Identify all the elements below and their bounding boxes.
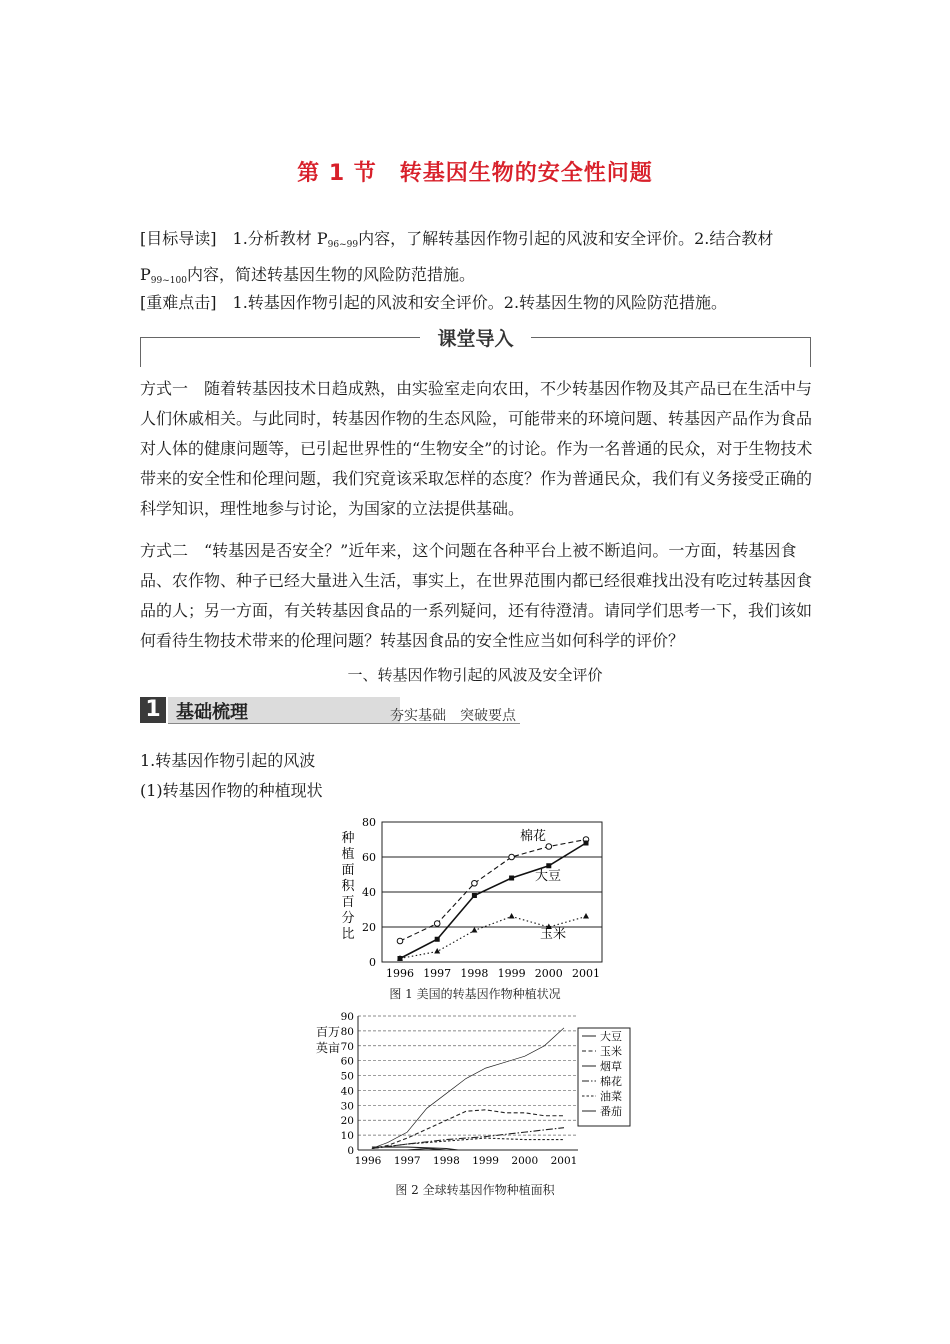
item-1-1-text: (1)转基因作物的种植现状 [140,781,323,800]
x-tick-label: 2000 [534,967,563,980]
goals-text: P [140,265,151,284]
data-point [435,937,440,942]
y-tick-label: 20 [362,921,376,934]
y-tick-label: 0 [369,956,376,969]
series-line-玉米 [372,1110,564,1149]
keypoints-paragraph [140,288,820,318]
x-tick-label: 1996 [354,1155,382,1167]
legend-label: 玉米 [600,1045,622,1058]
data-point [546,863,551,868]
us-gm-crop-chart [330,810,620,985]
y-tick-label: 60 [362,851,376,864]
x-tick-label: 1999 [497,967,526,980]
keypoints-text: 1.转基因作物引起的风波和安全评价。2.转基因生物的风险防范措施。 [232,293,728,312]
legend-label: 油菜 [600,1090,622,1103]
data-point [434,921,440,927]
y-axis-label: 百万英亩 [316,1025,341,1055]
goals-subscript: 96~99 [327,240,359,250]
y-tick-label: 60 [340,1055,354,1068]
intro-method-1 [140,374,820,524]
x-tick-label: 2000 [511,1155,539,1167]
data-point [509,913,515,919]
item-1 [140,746,820,806]
chart1-caption: 图 1 美国的转基因作物种植状况 [389,987,561,1001]
y-tick-label: 50 [340,1070,354,1083]
x-tick-label: 1996 [386,967,414,980]
data-point [472,893,477,898]
y-tick-label: 40 [362,886,376,899]
y-tick-label: 90 [340,1011,354,1023]
global-gm-crop-chart [310,1008,640,1173]
data-point [397,938,403,944]
x-tick-label: 2001 [550,1155,578,1167]
y-tick-label: 0 [347,1145,354,1157]
y-tick-label: 80 [362,816,376,829]
goals-label: [目标导读] [140,229,217,248]
section-heading: 一、转基因作物引起的风波及安全评价 [347,666,603,684]
intro-method-1-text: 方式一 随着转基因技术日趋成熟，由实验室走向农田，不少转基因作物及其产品已在生活中与人们休戚相关。与此同时，转基因作物的生态风险，可能带来的环境问题、转基因产品作为食品对人体的健康问题等，已引起世界性的“生物安全”的讨论。作为一名普通的民众，对于生物技术带来的安全性和伦理问题，我们究竟该采取怎样的态度？作为普通民众，我们有义务接受正确的科学知识，理性地参与讨论，为国家的立法提供基础。 [140,379,813,518]
page-title: 第 1 节 转基因生物的安全性问题 [297,161,653,186]
y-tick-label: 20 [340,1115,354,1128]
y-tick-label: 30 [340,1100,354,1113]
legend-label: 烟草 [600,1060,622,1073]
x-tick-label: 1997 [393,1155,421,1167]
goals-subscript: 99~100 [150,276,187,286]
item-1-text: 1.转基因作物引起的风波 [140,751,316,770]
x-tick-label: 1998 [433,1155,460,1167]
series-label: 大豆 [535,869,562,884]
legend-label: 番茄 [600,1105,622,1118]
chart2-caption: 图 2 全球转基因作物种植面积 [395,1183,555,1197]
banner-text: 课堂导入 [437,328,514,350]
y-tick-label: 80 [340,1025,354,1038]
y-tick-label: 70 [340,1040,354,1053]
classroom-intro-banner [140,322,811,370]
y-tick-label: 10 [340,1130,354,1143]
goals-text: 内容，简述转基因生物的风险防范措施。 [186,265,475,284]
series-label: 玉米 [540,927,567,942]
goals-text: 内容，了解转基因作物引起的风波和安全评价。2.结合教材 [358,229,774,248]
basic-review-header [140,697,520,727]
data-point [471,927,477,933]
intro-method-2 [140,536,820,656]
keypoints-label: [重难点击] [140,293,217,312]
header-tagline: 夯实基础 突破要点 [390,708,516,724]
x-tick-label: 1998 [460,967,489,980]
y-tick-label: 40 [340,1085,354,1098]
goals-paragraph [140,224,820,296]
goals-text: 1.分析教材 P [232,229,328,248]
section-number-badge: 1 [140,697,166,723]
data-point [584,841,589,846]
legend-label: 棉花 [600,1075,622,1088]
data-point [472,880,478,886]
series-line-棉花 [400,840,586,942]
data-point [509,876,514,881]
data-point [583,913,589,919]
x-tick-label: 2001 [572,967,600,980]
header-label: 基础梳理 [176,702,248,723]
y-axis-label: 种植面积百分比 [341,831,355,942]
legend-label: 大豆 [600,1030,622,1043]
x-tick-label: 1999 [472,1155,499,1167]
series-label: 棉花 [520,829,547,844]
data-point [509,854,515,860]
x-tick-label: 1997 [423,967,452,980]
data-point [546,844,552,850]
intro-method-2-text: 方式二 “转基因是否安全？”近年来，这个问题在各种平台上被不断追问。一方面，转基因食品、农作物、种子已经大量进入生活，事实上，在世界范围内都已经很难找出没有吃过转基因食品的人；另一方面，有关转基因食品的一系列疑问，还有待澄清。请同学们思考一下，我们该如何看待生物技术带来的伦理问题？转基因食品的安全性应当如何科学的评价？ [140,541,813,650]
